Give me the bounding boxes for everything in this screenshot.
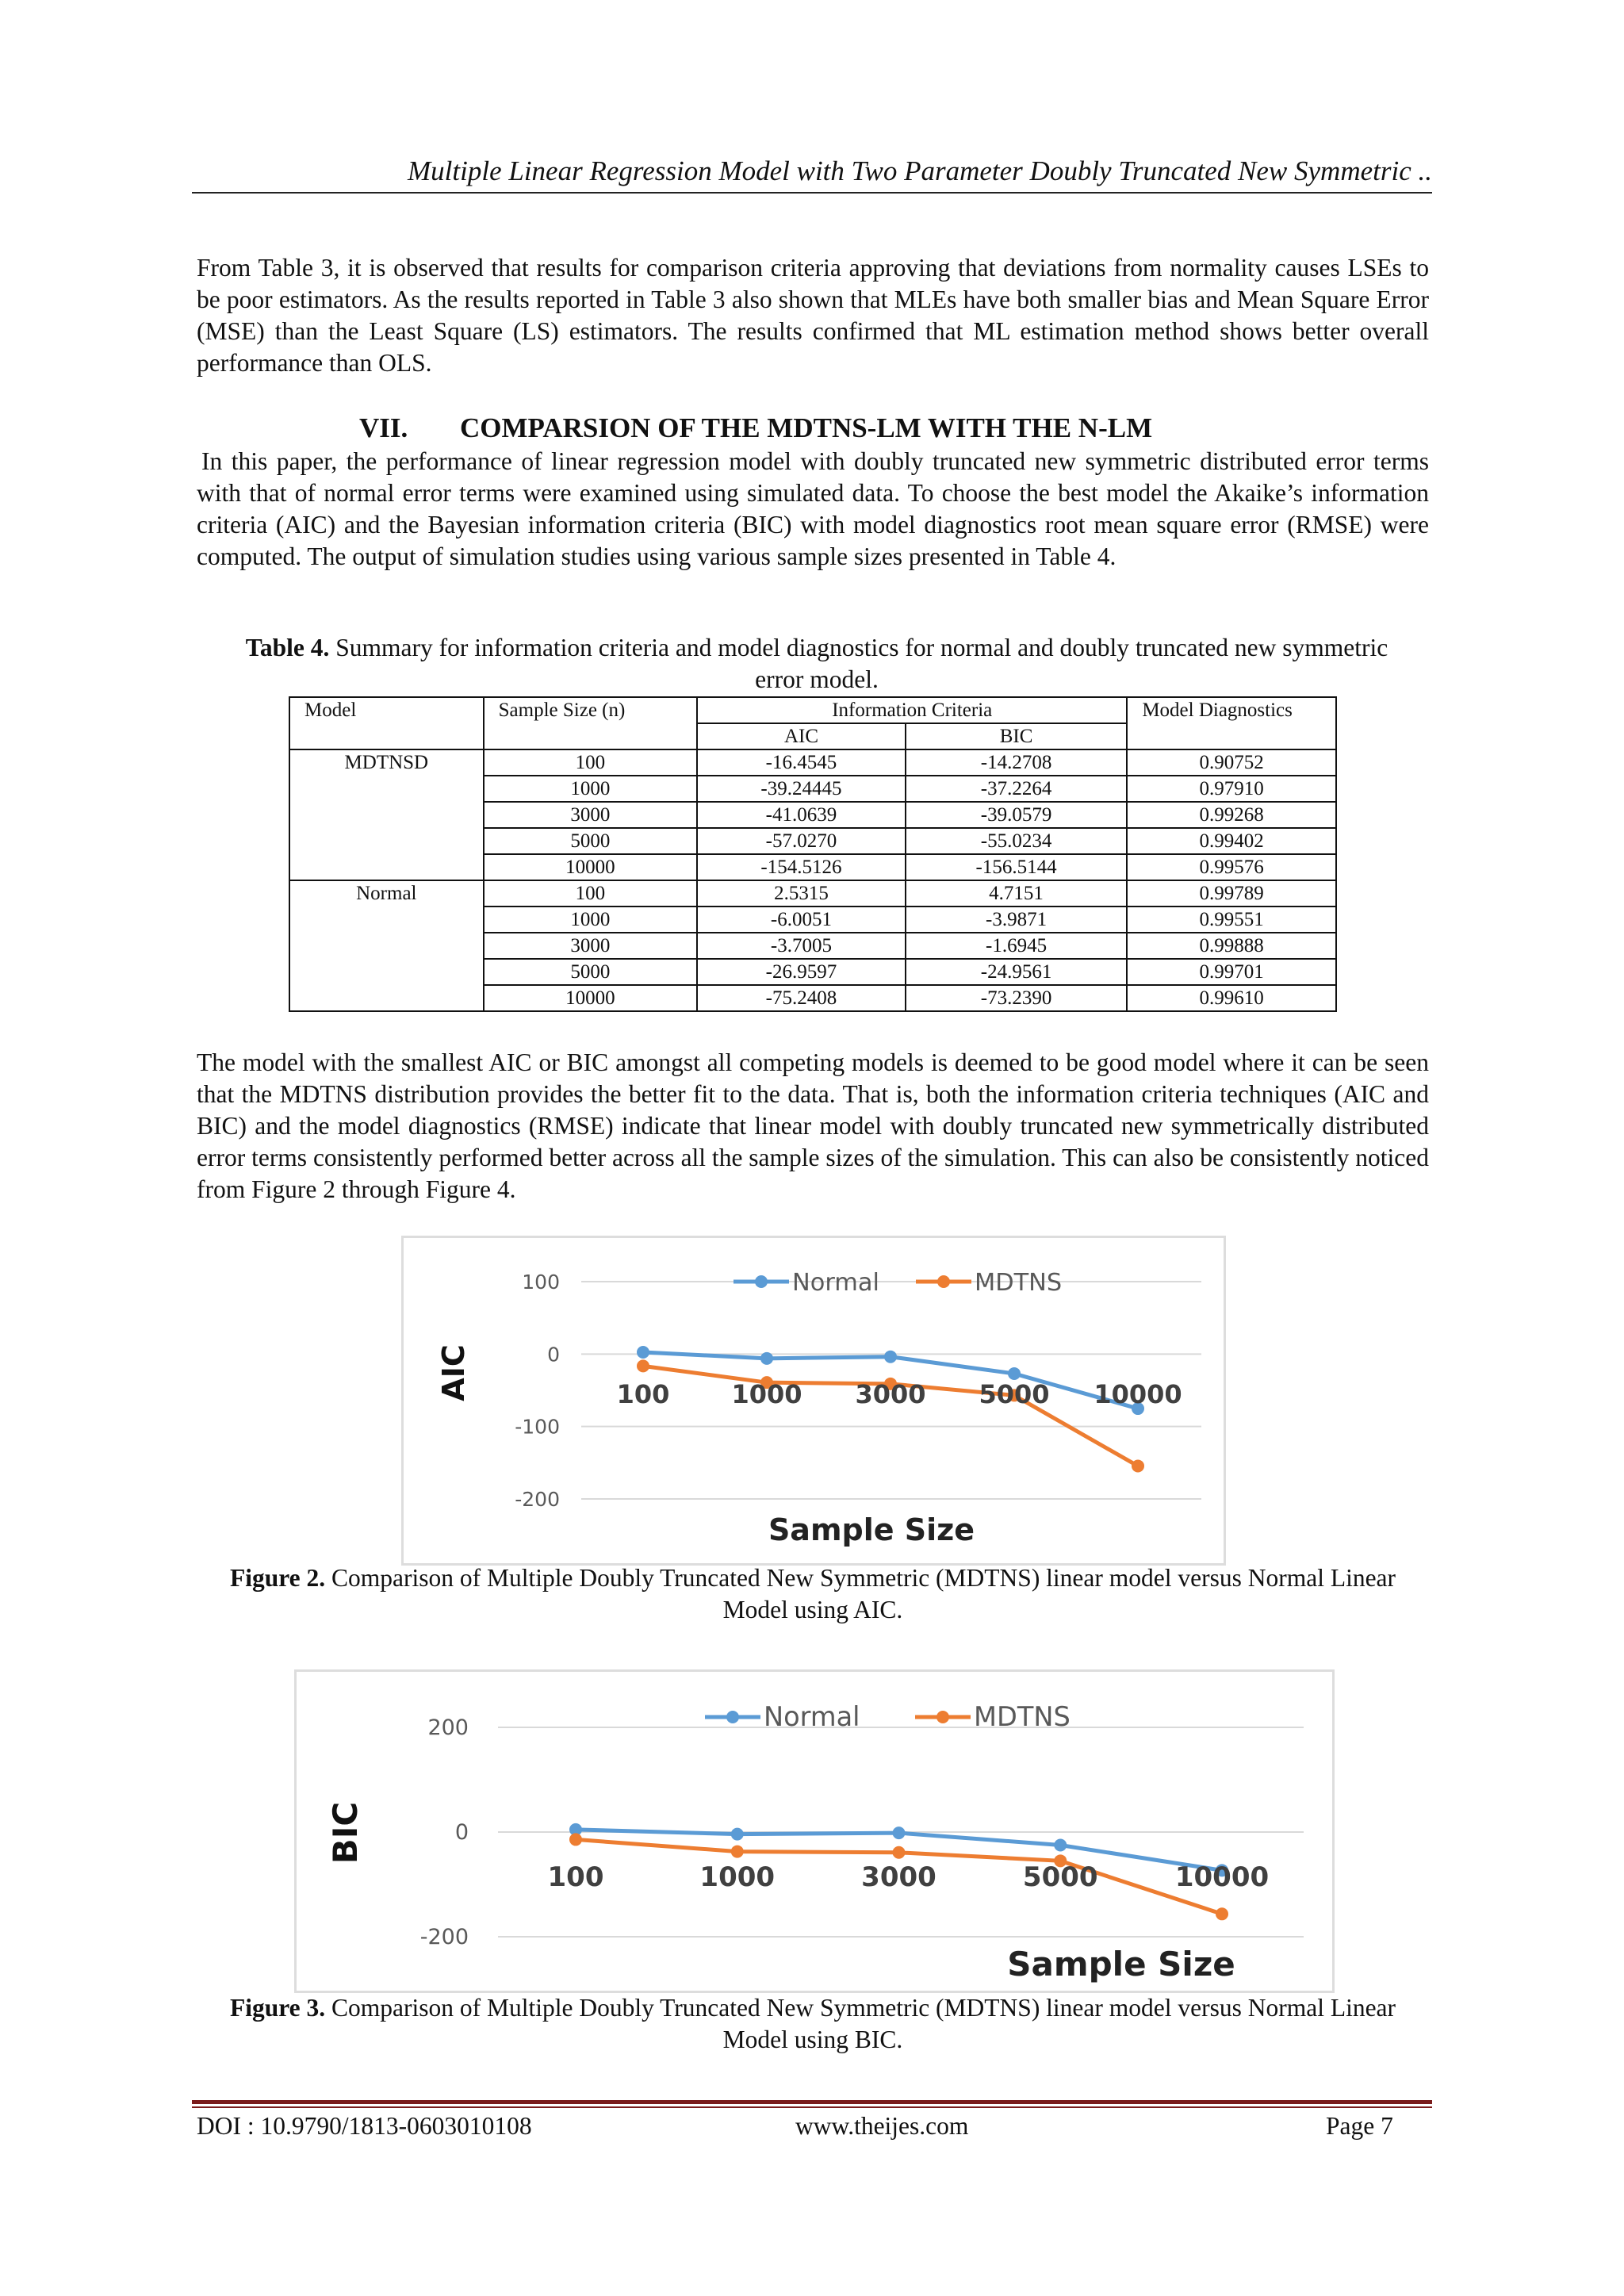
header-sample-size: Sample Size (n) — [484, 697, 698, 749]
x-tick-label: 5000 — [1022, 1861, 1098, 1893]
paragraph-1: From Table 3, it is observed that results for comparison criteria approving that deviations from normality causes LSEs to be poor estimators. As the results reported in Table 3 also shown that MLEs have both smaller bias and Mean Square Error (MSE) than the Least Square (LS) estimators. The results confirmed that ML estimation method shows better overall performance than OLS. — [197, 254, 1429, 377]
table-4 — [289, 696, 1337, 1012]
x-tick-label: 100 — [616, 1379, 670, 1409]
data-point-mdtns — [1216, 1907, 1228, 1920]
y-axis-title: AIC — [436, 1344, 471, 1401]
x-tick-label: 100 — [547, 1861, 604, 1893]
model-cell: Normal — [289, 880, 484, 1011]
legend-label: Normal — [764, 1701, 860, 1732]
diagnostic-cell: 0.99789 — [1127, 880, 1336, 907]
model-cell: MDTNSD — [289, 749, 484, 880]
aic-cell: 2.5315 — [697, 880, 906, 907]
diagnostic-cell: 0.99888 — [1127, 933, 1336, 959]
y-tick-label: 200 — [427, 1715, 469, 1740]
figure-2-text: Comparison of Multiple Doubly Truncated New Symmetric (MDTNS) linear model versus Normal Linear Model using AIC. — [325, 1564, 1396, 1623]
figure-3-label: Figure 3. — [229, 1994, 326, 2022]
sample-size-cell: 1000 — [484, 776, 698, 802]
diagnostic-cell: 0.99402 — [1127, 828, 1336, 854]
data-point-mdtns — [731, 1846, 744, 1858]
figure-2-label: Figure 2. — [229, 1564, 326, 1592]
figure-3-caption — [206, 1992, 1419, 2056]
data-point-normal — [760, 1352, 773, 1365]
sample-size-cell: 3000 — [484, 802, 698, 828]
sample-size-cell: 10000 — [484, 985, 698, 1011]
sample-size-cell: 5000 — [484, 828, 698, 854]
bic-cell: -24.9561 — [906, 959, 1128, 985]
bic-cell: -14.2708 — [906, 749, 1128, 776]
running-title: Multiple Linear Regression Model with Two Parameter Doubly Truncated New Symmetric .. — [408, 155, 1432, 186]
header-model: Model — [289, 697, 484, 749]
header-rule — [192, 192, 1432, 194]
aic-cell: -57.0270 — [697, 828, 906, 854]
legend-label: MDTNS — [974, 1701, 1071, 1732]
figure-3-text: Comparison of Multiple Doubly Truncated New Symmetric (MDTNS) linear model versus Normal Linear Model using BIC. — [325, 1994, 1396, 2053]
sample-size-cell: 100 — [484, 880, 698, 907]
diagnostic-cell: 0.90752 — [1127, 749, 1336, 776]
legend-label: MDTNS — [975, 1269, 1063, 1297]
bic-cell: -37.2264 — [906, 776, 1128, 802]
data-point-normal — [884, 1351, 897, 1363]
figure-2-chart — [401, 1236, 1226, 1566]
legend-marker-mdtns — [937, 1275, 950, 1288]
diagnostic-cell: 0.99701 — [1127, 959, 1336, 985]
data-point-normal — [731, 1828, 744, 1841]
sample-size-cell: 10000 — [484, 854, 698, 880]
legend-marker-normal — [726, 1711, 739, 1723]
y-tick-label: 0 — [454, 1820, 469, 1845]
diagnostic-cell: 0.99610 — [1127, 985, 1336, 1011]
data-point-mdtns — [1132, 1459, 1144, 1472]
paragraph-2: In this paper, the performance of linear regression model with doubly truncated new symmetric distributed error terms with that of normal error terms were examined using simulated data. To choose the best model the Akaike’s information criteria (AIC) and the Bayesian information criteria (BIC) with model diagnostics root mean square error (RMSE) were computed. The output of simulation studies using various sample sizes presented in Table 4. — [197, 447, 1429, 570]
sample-size-cell: 1000 — [484, 907, 698, 933]
aic-cell: -6.0051 — [697, 907, 906, 933]
legend-marker-normal — [755, 1275, 768, 1288]
data-point-normal — [893, 1826, 906, 1839]
legend-marker-mdtns — [936, 1711, 949, 1723]
header-bic: BIC — [906, 723, 1128, 749]
bic-cell: -55.0234 — [906, 828, 1128, 854]
y-tick-label: -200 — [515, 1488, 560, 1511]
x-tick-label: 1000 — [731, 1379, 802, 1409]
bic-line-chart — [297, 1672, 1332, 1991]
sample-size-cell: 100 — [484, 749, 698, 776]
figure-3-chart — [294, 1669, 1335, 1993]
data-point-normal — [637, 1346, 649, 1359]
aic-cell: -41.0639 — [697, 802, 906, 828]
table-row — [289, 749, 1336, 776]
bic-cell: -39.0579 — [906, 802, 1128, 828]
diagnostic-cell: 0.99268 — [1127, 802, 1336, 828]
bic-cell: -73.2390 — [906, 985, 1128, 1011]
aic-line-chart — [404, 1238, 1224, 1563]
header-information-criteria: Information Criteria — [697, 697, 1127, 723]
diagnostic-cell: 0.99576 — [1127, 854, 1336, 880]
header-model-diagnostics: Model Diagnostics — [1127, 697, 1336, 749]
data-point-normal — [1008, 1367, 1021, 1380]
footer-doi: DOI : 10.9790/1813-0603010108 — [197, 2112, 532, 2140]
sample-size-cell: 3000 — [484, 933, 698, 959]
footer-rule — [192, 2100, 1432, 2104]
table-caption — [238, 632, 1396, 696]
aic-cell: -3.7005 — [697, 933, 906, 959]
data-point-mdtns — [893, 1846, 906, 1859]
figure-2-caption — [206, 1562, 1419, 1626]
paragraph-3: The model with the smallest AIC or BIC amongst all competing models is deemed to be good model where it can be seen that the MDTNS distribution provides the better fit to the data. That is, both the information criteria techniques (AIC and BIC) and the model diagnostics (RMSE) indicate that linear model with doubly truncated new symmetrically distributed error terms consistently performed better across all the sample sizes of the simulation. This can also be consistently noticed from Figure 2 through Figure 4. — [197, 1048, 1429, 1203]
aic-cell: -26.9597 — [697, 959, 906, 985]
footer-rule-thin — [192, 2106, 1432, 2108]
bic-cell: -1.6945 — [906, 933, 1128, 959]
y-tick-label: 0 — [547, 1343, 560, 1366]
aic-cell: -75.2408 — [697, 985, 906, 1011]
x-tick-label: 10000 — [1094, 1379, 1182, 1409]
section-number: VII. — [359, 412, 408, 443]
sample-size-cell: 5000 — [484, 959, 698, 985]
y-axis-title: BIC — [326, 1801, 365, 1865]
bic-cell: -156.5144 — [906, 854, 1128, 880]
x-tick-label: 1000 — [699, 1861, 776, 1893]
data-point-mdtns — [569, 1833, 582, 1846]
x-axis-title: Sample Size — [1007, 1945, 1235, 1984]
aic-cell: -16.4545 — [697, 749, 906, 776]
x-tick-label: 10000 — [1174, 1861, 1270, 1893]
table-caption-label: Table 4. — [245, 634, 330, 661]
footer-page-number: Page 7 — [1326, 2112, 1393, 2140]
aic-cell: -154.5126 — [697, 854, 906, 880]
table-row — [289, 880, 1336, 907]
footer-website[interactable]: www.theijes.com — [795, 2112, 969, 2140]
table-caption-text: Summary for information criteria and model diagnostics for normal and doubly truncated new symmetric error model. — [329, 634, 1388, 693]
header-aic: AIC — [697, 723, 906, 749]
x-tick-label: 5000 — [979, 1379, 1050, 1409]
diagnostic-cell: 0.97910 — [1127, 776, 1336, 802]
bic-cell: -3.9871 — [906, 907, 1128, 933]
x-tick-label: 3000 — [861, 1861, 936, 1893]
section-title: COMPARSION OF THE MDTNS-LM WITH THE N-LM — [460, 412, 1153, 443]
diagnostic-cell: 0.99551 — [1127, 907, 1336, 933]
y-tick-label: 100 — [522, 1271, 560, 1294]
y-tick-label: -100 — [515, 1415, 560, 1439]
aic-cell: -39.24445 — [697, 776, 906, 802]
data-point-normal — [1054, 1838, 1067, 1851]
bic-cell: 4.7151 — [906, 880, 1128, 907]
y-tick-label: -200 — [419, 1925, 469, 1949]
legend-label: Normal — [792, 1269, 879, 1297]
x-tick-label: 3000 — [855, 1379, 926, 1409]
x-axis-title: Sample Size — [768, 1512, 975, 1547]
data-point-mdtns — [637, 1359, 649, 1372]
